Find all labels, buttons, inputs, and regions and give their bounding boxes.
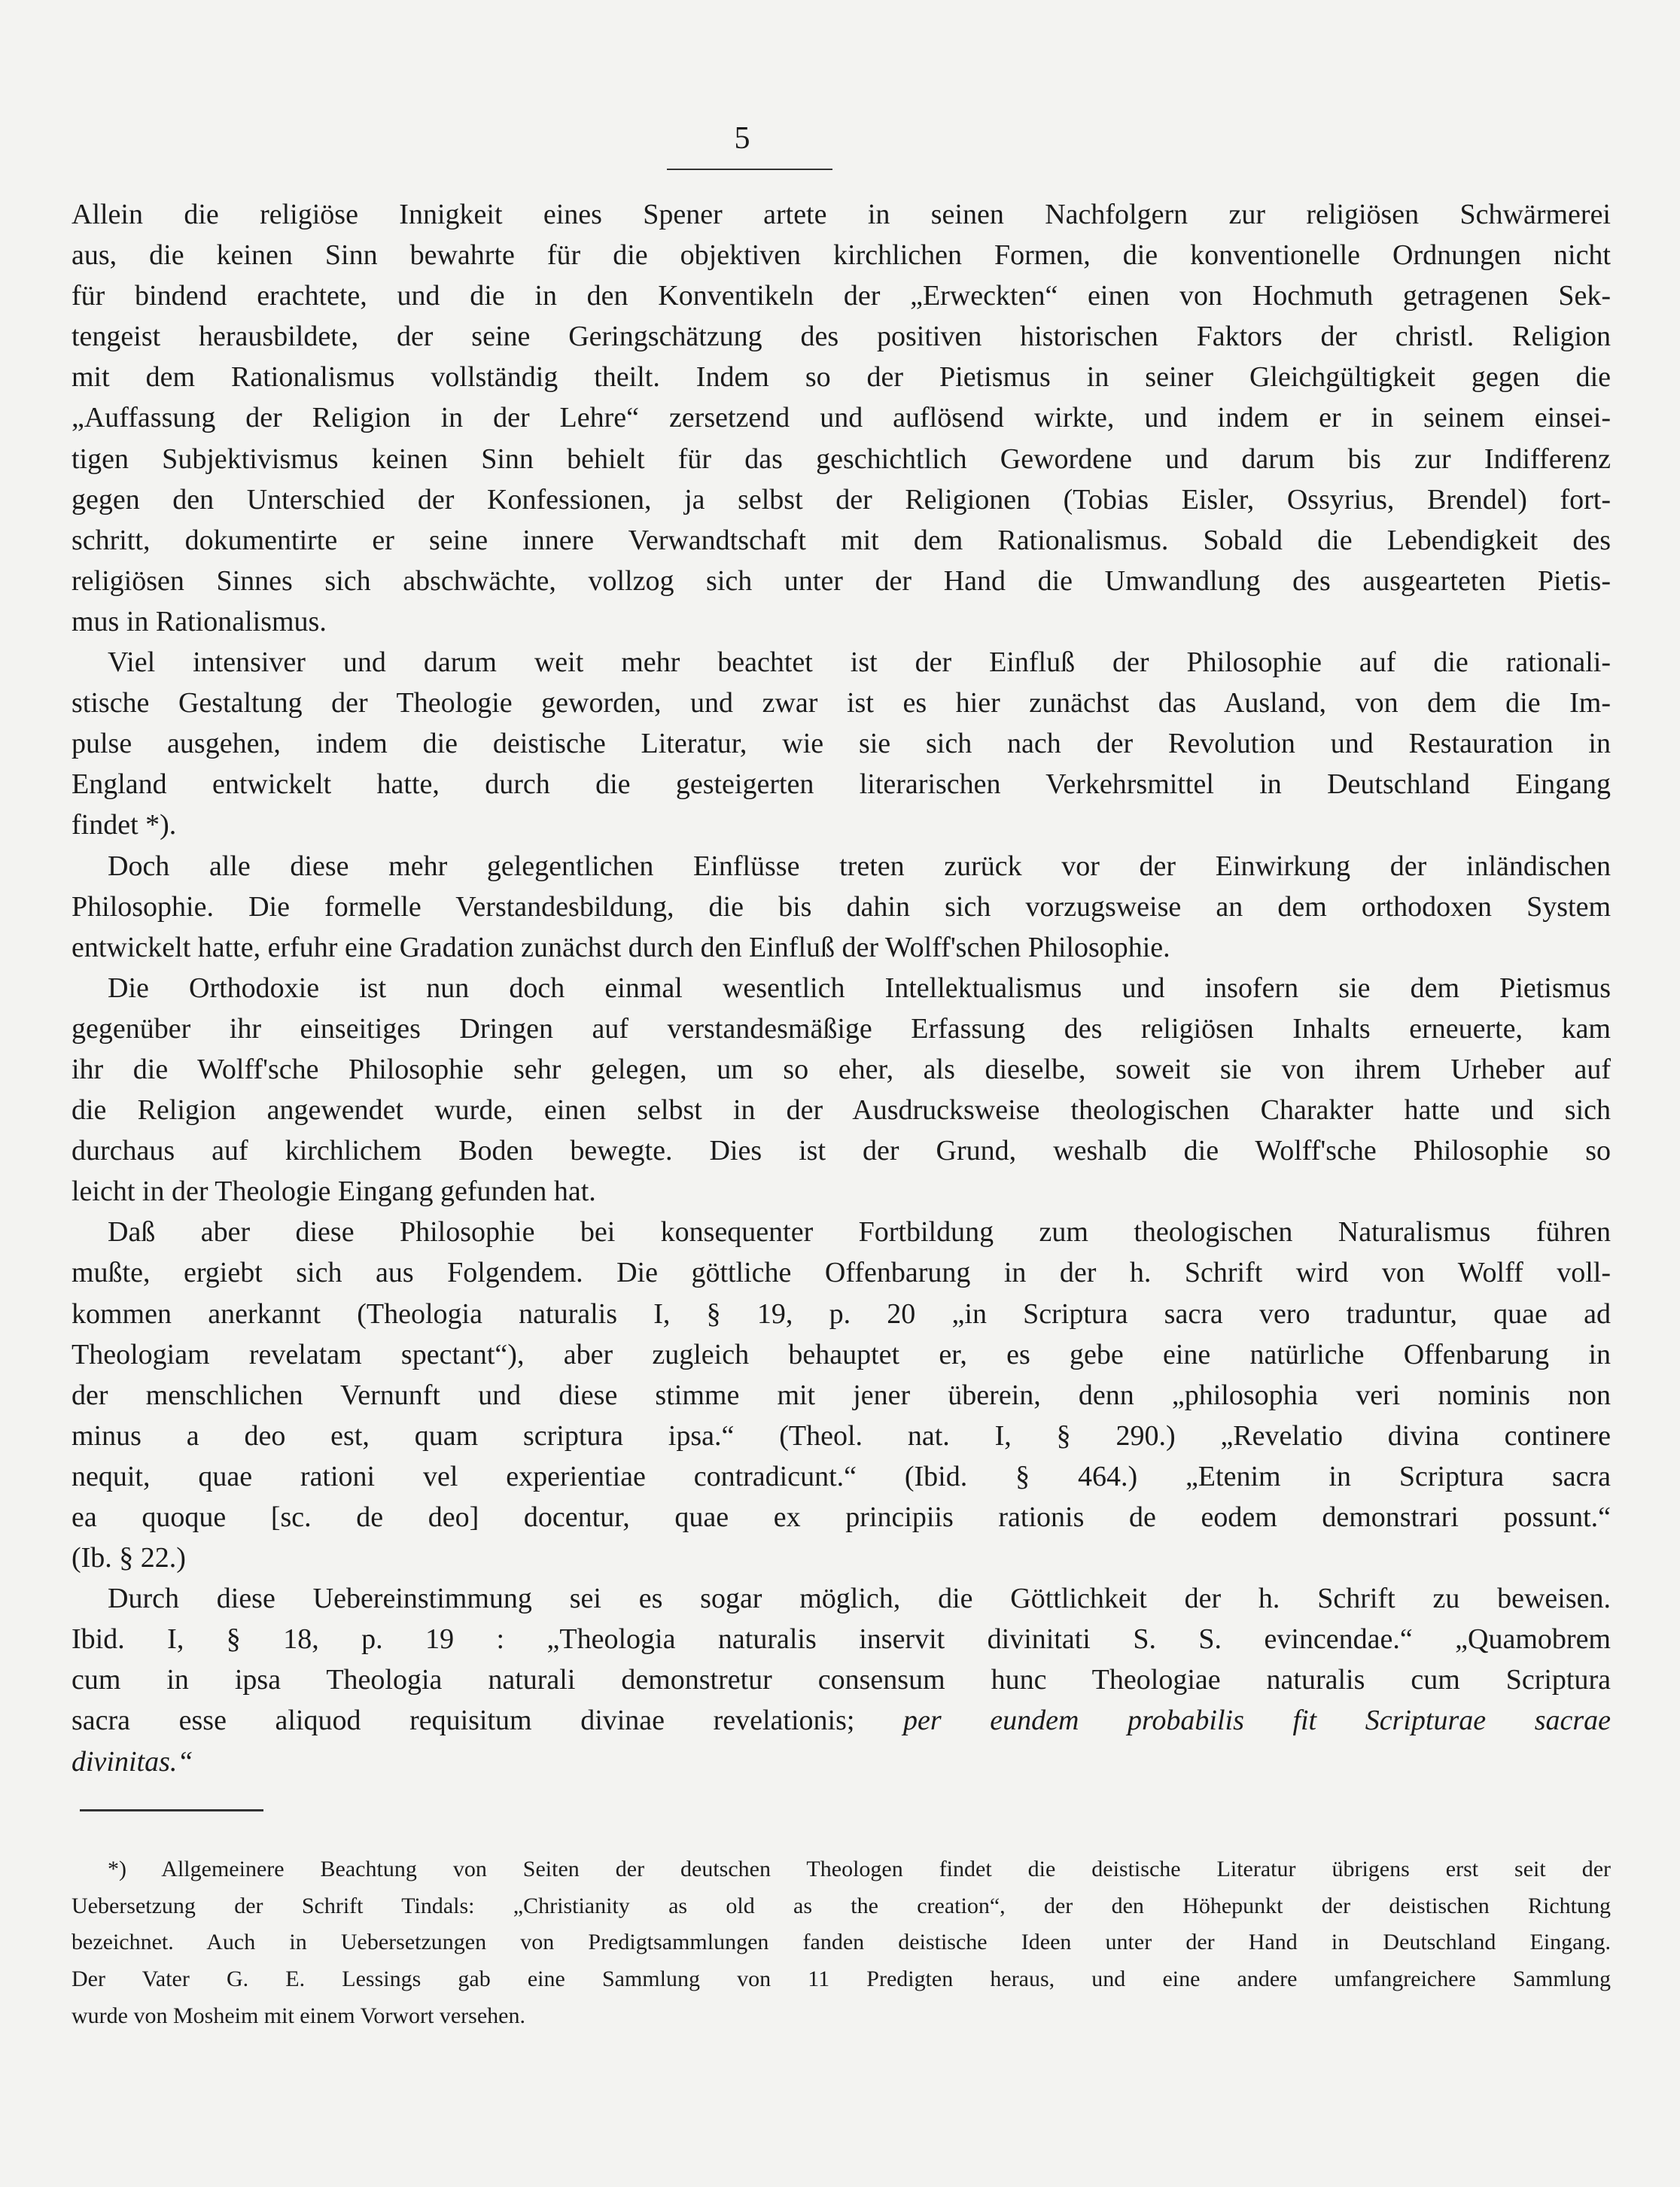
text-line [72,1252,1611,1293]
line-text: England entwickelt hatte, durch die gesteigerten literarischen Verkehrsmittel in Deutschland Eingang [72,768,1611,801]
line-text: mus in Rationalismus. [72,605,327,637]
text-line [72,1700,1611,1741]
text-line [72,846,1611,887]
text-line [72,397,1611,438]
paragraph [72,846,1611,968]
italic-text: divinitas.“ [72,1745,193,1778]
line-text: durchaus auf kirchlichem Boden bewegte. Dies ist der Grund, weshalb die Wolff'sche Philosophie so [72,1135,1611,1167]
italic-text: per eundem probabilis fit Scripturae sacrae [903,1705,1612,1737]
text-line [72,1334,1611,1375]
line-text: Durch diese Uebereinstimmung sei es sogar möglich, die Göttlichkeit der h. Schrift zu beweisen. [108,1583,1611,1615]
line-text: schritt, dokumentirte er seine innere Verwandtschaft mit dem Rationalismus. Sobald die Lebendigkeit des [72,524,1611,556]
line-text: für bindend erachtete, und die in den Konventikeln der „Erweckten“ einen von Hochmuth getragenen Sek- [72,280,1611,312]
text-line [72,1961,1611,1998]
line-text: die Religion angewendet wurde, einen selbst in der Ausdrucksweise theologischen Charakter hatte und sich [72,1094,1611,1127]
text-line [72,1171,1611,1212]
header-rule [667,169,832,170]
line-text: (Ib. § 22.) [72,1542,186,1574]
text-line [72,1619,1611,1659]
text-line [72,1416,1611,1456]
text-line [72,479,1611,520]
line-text: *) Allgemeinere Beachtung von Seiten der deutschen Theologen findet die deistische Literatur übrigens erst seit der [108,1857,1611,1881]
paragraph [72,1212,1611,1578]
line-text: kommen anerkannt (Theologia naturalis I, § 19, p. 20 „in Scriptura sacra vero traduntur, quae ad [72,1297,1611,1330]
text-line [72,1888,1611,1925]
paragraph [72,968,1611,1212]
line-text: mußte, ergiebt sich aus Folgendem. Die göttliche Offenbarung in der h. Schrift wird von Wolff voll- [72,1257,1611,1289]
line-text: leicht in der Theologie Eingang gefunden hat. [72,1176,596,1208]
text-line [72,561,1611,601]
text-line [72,1294,1611,1334]
footnote-rule [80,1809,263,1811]
line-text: Theologiam revelatam spectant“), aber zugleich behauptet er, es gebe eine natürliche Offenbarung in [72,1338,1611,1370]
text-line [72,1130,1611,1171]
text-line [72,1456,1611,1497]
text-line [72,1851,1611,1888]
text-line [72,1578,1611,1619]
text-line [72,1998,1611,2035]
text-line [72,1538,1611,1578]
text-line [72,1049,1611,1090]
line-text: gegen den Unterschied der Konfessionen, ja selbst der Religionen (Tobias Eisler, Ossyrius, Brendel) fort- [72,483,1611,516]
paragraph [72,1578,1611,1781]
text-line [72,235,1611,275]
line-text: minus a deo est, quam scriptura ipsa.“ (Theol. nat. I, § 290.) „Revelatio divina continere [72,1419,1611,1452]
text-line [72,357,1611,397]
body-text [72,194,1611,1782]
text-line [72,275,1611,316]
line-text: nequit, quae rationi vel experientiae contradicunt.“ (Ibid. § 464.) „Etenim in Scriptura sacra [72,1460,1611,1492]
line-text: ea quoque [sc. de deo] docentur, quae ex principiis rationis de eodem demonstrari possunt.“ [72,1501,1611,1533]
page-number: 5 [734,121,750,156]
line-text: der menschlichen Vernunft und diese stimme mit jener überein, denn „philosophia veri nominis non [72,1379,1611,1411]
text-line [72,439,1611,479]
text-line [72,1212,1611,1252]
text-line [72,642,1611,683]
text-line [72,805,1611,845]
line-text: stische Gestaltung der Theologie geworden, und zwar ist es hier zunächst das Ausland, von dem die Im- [72,687,1611,719]
text-line [72,1659,1611,1700]
line-text: gegenüber ihr einseitiges Dringen auf verstandesmäßige Erfassung des religiösen Inhalts erneuerte, kam [72,1012,1611,1045]
line-text: „Auffassung der Religion in der Lehre“ zersetzend und auflösend wirkte, und indem er in seinem einsei- [72,402,1611,434]
text-line [72,1741,1611,1782]
line-text: tengeist herausbildete, der seine Geringschätzung des positiven historischen Faktors der christl. Religion [72,321,1611,353]
line-text: wurde von Mosheim mit einem Vorwort versehen. [72,2003,525,2028]
line-text: Daß aber diese Philosophie bei konsequenter Fortbildung zum theologischen Naturalismus führen [108,1216,1611,1249]
line-text: cum in ipsa Theologia naturali demonstretur consensum hunc Theologiae naturalis cum Scriptura [72,1664,1611,1696]
paragraph [72,642,1611,845]
text-line [72,316,1611,357]
paragraph [72,194,1611,642]
text-line [72,601,1611,642]
text-line [72,764,1611,805]
line-text: Viel intensiver und darum weit mehr beachtet ist der Einfluß der Philosophie auf die rationali- [108,646,1611,679]
line-text: aus, die keinen Sinn bewahrte für die objektiven kirchlichen Formen, die konventionelle Ordnungen nicht [72,239,1611,272]
line-text: Uebersetzung der Schrift Tindals: „Christianity as old as the creation“, der den Höhepunkt der deistischen Richtung [72,1893,1611,1918]
line-text: ihr die Wolff'sche Philosophie sehr gelegen, um so eher, als dieselbe, soweit sie von ihrem Urheber auf [72,1053,1611,1085]
line-text: Doch alle diese mehr gelegentlichen Einflüsse treten zurück vor der Einwirkung der inländischen [108,850,1611,882]
text-line [72,1924,1611,1961]
text-line [72,194,1611,235]
text-line [72,683,1611,723]
line-text: bezeichnet. Auch in Uebersetzungen von Predigtsammlungen fanden deistische Ideen unter der Hand in Deutschland Eingang. [72,1930,1611,1955]
line-text: findet *). [72,809,177,841]
text-line [72,1090,1611,1130]
line-text: religiösen Sinnes sich abschwächte, vollzog sich unter der Hand die Umwandlung des ausgearteten Pietis- [72,564,1611,597]
line-text: Philosophie. Die formelle Verstandesbildung, die bis dahin sich vorzugsweise an dem orthodoxen System [72,890,1611,923]
line-text: sacra esse aliquod requisitum divinae revelationis; [72,1705,904,1737]
text-line [72,968,1611,1008]
line-text: mit dem Rationalismus vollständig theilt. Indem so der Pietismus in seiner Gleichgültigkeit gegen die [72,361,1611,394]
text-line [72,1497,1611,1538]
line-text: Ibid. I, § 18, p. 19 : „Theologia naturalis inservit divinitati S. S. evincendae.“ „Quamobrem [72,1623,1611,1656]
text-line [72,927,1611,968]
text-line [72,723,1611,764]
line-text: Allein die religiöse Innigkeit eines Spener artete in seinen Nachfolgern zur religiösen Schwärmerei [72,199,1611,230]
line-text: Die Orthodoxie ist nun doch einmal wesentlich Intellektualismus und insofern sie dem Pietismus [108,972,1611,1004]
text-line [72,1375,1611,1416]
text-line [72,1008,1611,1049]
line-text: Der Vater G. E. Lessings gab eine Sammlung von 11 Predigten heraus, und eine andere umfangreichere Sammlung [72,1966,1611,1992]
line-text: tigen Subjektivismus keinen Sinn behielt für das geschichtlich Gewordene und darum bis zur Indifferenz [72,443,1611,475]
text-line [72,887,1611,927]
footnote [72,1851,1611,2034]
text-line [72,520,1611,561]
line-text: pulse ausgehen, indem die deistische Literatur, wie sie sich nach der Revolution und Restauration in [72,728,1611,760]
line-text: entwickelt hatte, erfuhr eine Gradation zunächst durch den Einfluß der Wolff'schen Philosophie. [72,931,1170,963]
